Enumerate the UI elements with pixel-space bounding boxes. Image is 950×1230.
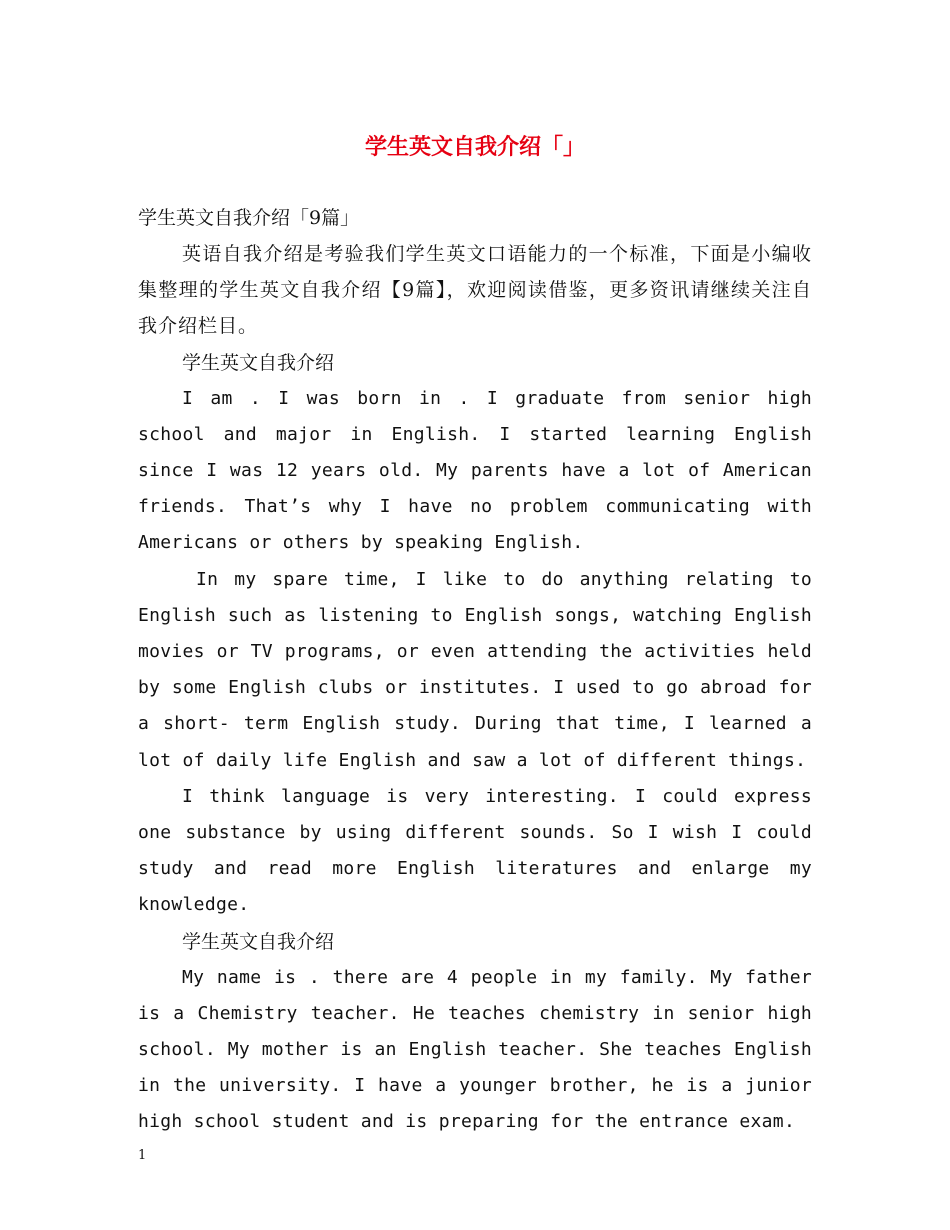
document-subtitle: 学生英文自我介绍「9篇」	[138, 207, 360, 229]
document-body	[138, 200, 812, 1141]
body-paragraph: In my spare time, I like to do anything relating to English such as listening to English songs, watching English movies or TV programs, or even attending the activities held by some English clubs or institutes. I used to go abroad for a short- term English study. During that time, I learned a lot of daily life English and saw a lot of different things.	[138, 568, 812, 771]
body-paragraph: I think language is very interesting. I could express one substance by using different sounds. So I wish I could study and read more English literatures and enlarge my knowledge.	[138, 785, 812, 916]
section-heading: 学生英文自我介绍	[182, 351, 335, 374]
body-paragraph: I am . I was born in . I graduate from senior high school and major in English. I started learning English since I was 12 years old. My parents have a lot of American friends. That’s why I have no problem communicating with Americans or others by speaking English.	[138, 387, 812, 554]
page-title: 学生英文自我介绍「」	[364, 134, 585, 160]
intro-paragraph: 英语自我介绍是考验我们学生英文口语能力的一个标准，下面是小编收集整理的学生英文自我介绍【9篇】，欢迎阅读借鉴，更多资讯请继续关注自我介绍栏目。	[138, 243, 812, 338]
page-number: 1	[138, 1148, 147, 1163]
body-paragraph: My name is . there are 4 people in my family. My father is a Chemistry teacher. He teaches chemistry in senior high school. My mother is an English teacher. She teaches English in the university. I have a younger brother, he is a junior high school student and is preparing for the entrance exam.	[138, 966, 812, 1133]
section-heading: 学生英文自我介绍	[182, 930, 335, 953]
